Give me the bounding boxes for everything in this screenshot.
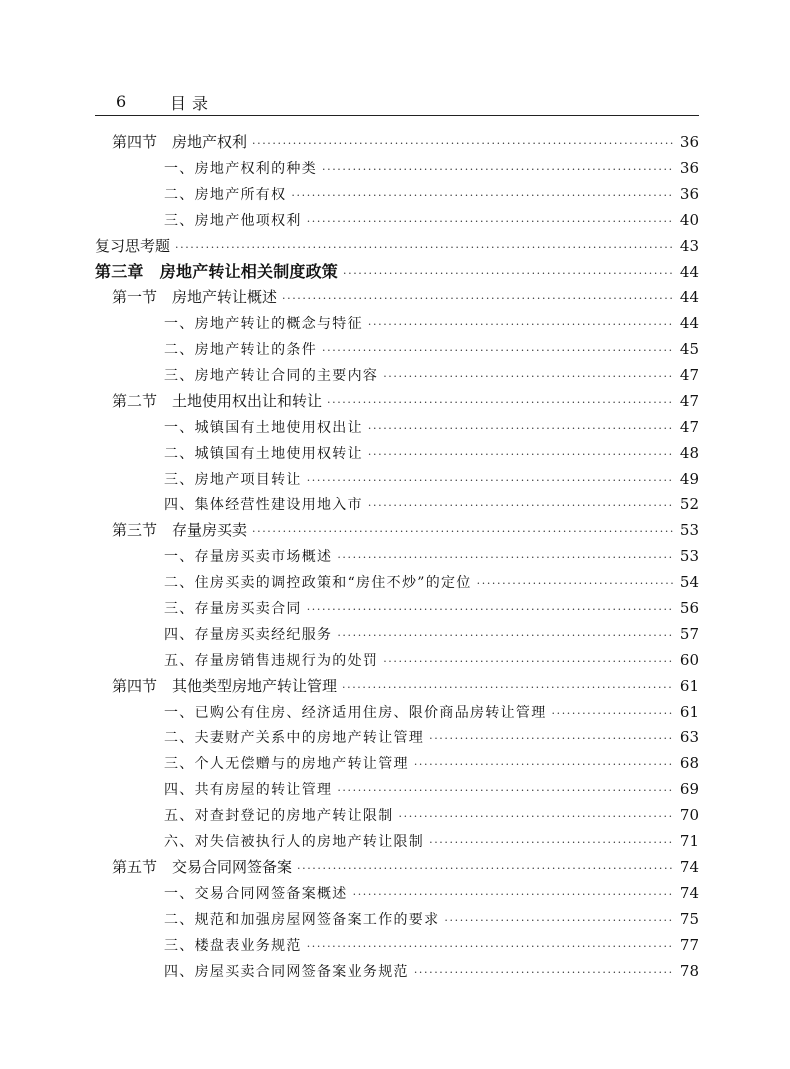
toc-entry-page: 40	[679, 210, 699, 229]
dot-leader	[368, 416, 674, 442]
toc-entry	[95, 544, 699, 570]
header-title: 目录	[170, 94, 215, 113]
header-rule	[95, 115, 699, 116]
page-header	[95, 84, 699, 116]
toc-entry-page: 45	[679, 340, 699, 359]
toc-entry	[95, 311, 699, 337]
toc-entry-page: 43	[679, 236, 699, 255]
toc-entry	[95, 933, 699, 959]
toc-entry-title: 第三章 房地产转让相关制度政策	[95, 262, 339, 282]
dot-leader	[343, 261, 674, 287]
toc-entry-title: 一、已购公有住房、经济适用住房、限价商品房转让管理	[164, 704, 547, 721]
toc-entry	[95, 130, 699, 156]
toc-entry-page: 44	[679, 263, 699, 282]
toc-entry-title: 一、存量房买卖市场概述	[164, 549, 333, 566]
toc-entry-page: 49	[679, 469, 699, 488]
toc-entry	[95, 803, 699, 829]
toc-entry-title: 五、对查封登记的房地产转让限制	[164, 808, 394, 825]
dot-leader	[399, 804, 675, 830]
toc-entry	[95, 208, 699, 234]
toc-entry-page: 53	[679, 521, 699, 540]
dot-leader	[337, 623, 674, 649]
toc-entry-title: 四、集体经营性建设用地入市	[164, 497, 363, 514]
table-of-contents	[95, 130, 699, 984]
toc-entry-title: 四、共有房屋的转让管理	[164, 782, 333, 799]
toc-entry-title: 一、房地产转让的概念与特征	[164, 316, 363, 333]
toc-entry-title: 一、房地产权利的种类	[164, 160, 317, 177]
dot-leader	[175, 235, 674, 261]
toc-entry-title: 第二节 土地使用权出让和转让	[112, 391, 323, 410]
toc-entry-page: 52	[679, 495, 699, 514]
toc-entry	[95, 959, 699, 985]
dot-leader	[414, 960, 674, 986]
toc-entry-page: 36	[679, 133, 699, 151]
dot-leader	[477, 571, 674, 597]
toc-entry	[95, 156, 699, 182]
toc-entry-title: 五、存量房销售违规行为的处罚	[164, 652, 379, 669]
toc-entry-page: 54	[679, 573, 699, 592]
toc-entry-title: 二、夫妻财产关系中的房地产转让管理	[164, 730, 425, 747]
toc-entry	[95, 467, 699, 493]
toc-entry-title: 第四节 其他类型房地产转让管理	[112, 676, 338, 695]
toc-entry-title: 四、房屋买卖合同网签备案业务规范	[164, 963, 409, 980]
toc-entry-page: 63	[679, 728, 699, 747]
toc-entry	[95, 389, 699, 415]
dot-leader	[297, 856, 674, 882]
dot-leader	[322, 338, 674, 364]
toc-entry-page: 47	[679, 417, 699, 436]
toc-entry	[95, 674, 699, 700]
dot-leader	[368, 442, 674, 468]
toc-entry	[95, 622, 699, 648]
toc-entry	[95, 596, 699, 622]
toc-entry-page: 78	[679, 961, 699, 980]
toc-entry-title: 二、城镇国有土地使用权转让	[164, 445, 363, 462]
toc-entry-title: 三、房地产他项权利	[164, 212, 302, 229]
dot-leader	[342, 675, 674, 701]
toc-entry	[95, 700, 699, 726]
dot-leader	[353, 882, 674, 908]
dot-leader	[282, 286, 674, 312]
dot-leader	[307, 209, 674, 235]
dot-leader	[337, 545, 674, 571]
dot-leader	[252, 519, 674, 545]
toc-entry	[95, 907, 699, 933]
page-number: 6	[116, 92, 127, 111]
toc-entry-page: 47	[679, 391, 699, 410]
toc-entry-page: 48	[679, 443, 699, 462]
toc-entry-page: 75	[679, 909, 699, 928]
toc-entry-page: 74	[679, 857, 699, 876]
toc-entry-title: 一、交易合同网签备案概述	[164, 885, 348, 902]
dot-leader	[368, 493, 674, 519]
dot-leader	[368, 312, 674, 338]
toc-entry	[95, 777, 699, 803]
dot-leader	[307, 597, 674, 623]
toc-entry-page: 36	[679, 184, 699, 203]
toc-entry	[95, 829, 699, 855]
dot-leader	[307, 934, 674, 960]
dot-leader	[307, 468, 674, 494]
dot-leader	[327, 390, 674, 416]
toc-entry-page: 68	[679, 754, 699, 773]
toc-entry	[95, 751, 699, 777]
toc-entry-title: 三、存量房买卖合同	[164, 601, 302, 618]
toc-entry-page: 53	[679, 547, 699, 566]
toc-entry-title: 第三节 存量房买卖	[112, 521, 248, 540]
dot-leader	[383, 364, 674, 390]
toc-entry	[95, 855, 699, 881]
toc-entry-page: 71	[679, 832, 699, 851]
toc-entry-title: 二、房地产转让的条件	[164, 342, 317, 359]
toc-entry-title: 复习思考题	[95, 236, 171, 255]
toc-entry-page: 47	[679, 366, 699, 385]
toc-entry	[95, 234, 699, 260]
toc-entry	[95, 441, 699, 467]
dot-leader	[322, 157, 674, 183]
toc-entry-page: 60	[679, 650, 699, 669]
dot-leader	[383, 649, 674, 675]
toc-entry-title: 第五节 交易合同网签备案	[112, 857, 293, 876]
toc-entry-title: 三、楼盘表业务规范	[164, 937, 302, 954]
dot-leader	[291, 183, 674, 209]
toc-entry	[95, 648, 699, 674]
toc-entry-page: 61	[679, 702, 699, 721]
dot-leader	[414, 752, 674, 778]
toc-entry-page: 36	[679, 158, 699, 177]
toc-entry-page: 56	[679, 599, 699, 618]
toc-entry-page: 69	[679, 780, 699, 799]
toc-entry-page: 74	[679, 883, 699, 902]
toc-entry-title: 六、对失信被执行人的房地产转让限制	[164, 834, 425, 851]
dot-leader	[252, 131, 674, 157]
toc-entry-page: 70	[679, 806, 699, 825]
toc-entry-title: 三、个人无偿赠与的房地产转让管理	[164, 756, 409, 773]
toc-entry-page: 57	[679, 624, 699, 643]
toc-entry	[95, 492, 699, 518]
toc-entry	[95, 363, 699, 389]
toc-entry-title: 二、房地产所有权	[164, 186, 287, 203]
toc-entry	[95, 182, 699, 208]
toc-entry-title: 二、规范和加强房屋网签备案工作的要求	[164, 911, 440, 928]
toc-entry	[95, 570, 699, 596]
dot-leader	[337, 778, 674, 804]
toc-entry-page: 44	[679, 288, 699, 307]
toc-entry	[95, 518, 699, 544]
toc-entry-page: 77	[679, 935, 699, 954]
toc-entry	[95, 285, 699, 311]
toc-entry-title: 三、房地产转让合同的主要内容	[164, 368, 379, 385]
toc-entry-page: 61	[679, 676, 699, 695]
toc-entry-title: 一、城镇国有土地使用权出让	[164, 419, 363, 436]
toc-entry	[95, 881, 699, 907]
toc-entry-title: 四、存量房买卖经纪服务	[164, 626, 333, 643]
toc-entry-title: 三、房地产项目转让	[164, 471, 302, 488]
toc-entry-title: 二、住房买卖的调控政策和“房住不炒”的定位	[164, 575, 472, 592]
dot-leader	[552, 701, 675, 727]
toc-entry-title: 第四节 房地产权利	[112, 133, 248, 151]
toc-entry-page: 44	[679, 314, 699, 333]
toc-entry-title: 第一节 房地产转让概述	[112, 288, 278, 307]
toc-entry	[95, 415, 699, 441]
toc-entry	[95, 337, 699, 363]
dot-leader	[429, 830, 674, 856]
dot-leader	[429, 726, 674, 752]
dot-leader	[444, 908, 674, 934]
toc-entry	[95, 725, 699, 751]
toc-entry	[95, 259, 699, 285]
